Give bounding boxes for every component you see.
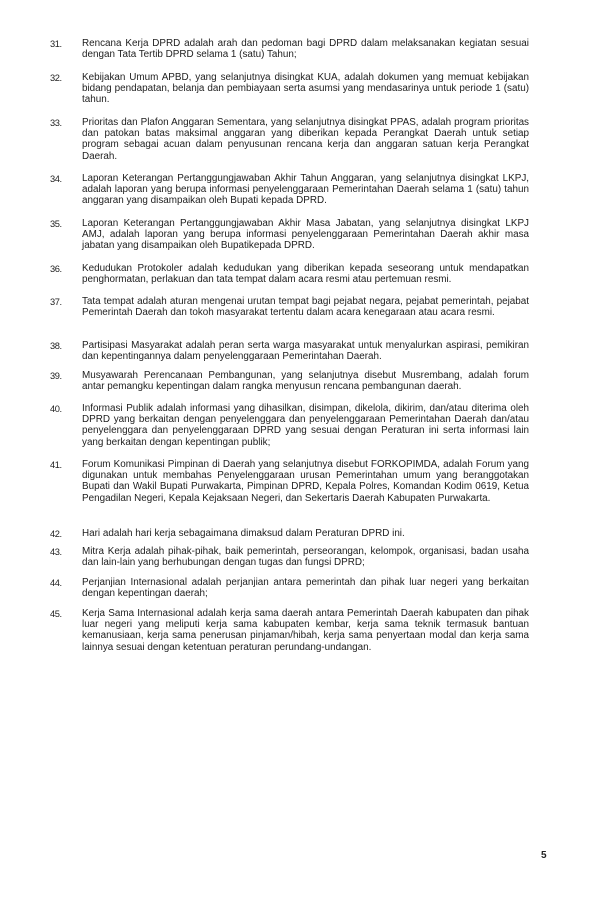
item-text: Laporan Keterangan Pertanggungjawaban Akhir Tahun Anggaran, yang selanjutnya disingkat LKPJ, adalah laporan yang berupa informasi penyelenggaraan Pemerintahan Daerah selama 1 (satu) tahun anggaran yang disampaikan oleh Bupati kepada DPRD. [82,173,529,207]
item-number: 35. [50,219,62,229]
item-number: 44. [50,578,62,588]
item-text: Musyawarah Perencanaan Pembangunan, yang selanjutnya disebut Musrembang, adalah forum antar pemangku kepentingan dalam rangka menyusun rencana pembangunan daerah. [82,370,529,393]
item-number: 37. [50,297,62,307]
item-text: Mitra Kerja adalah pihak-pihak, baik pemerintah, perseorangan, kelompok, organisasi, badan usaha dan lain-lain yang berhubungan dengan tugas dan fungsi DPRD; [82,546,529,569]
item-number: 38. [50,341,62,351]
item-text: Informasi Publik adalah informasi yang dihasilkan, disimpan, dikelola, dikirim, dan/atau diterima oleh DPRD yang berkaitan dengan penyelenggara dan penyelenggaraan Pemerintahan Daerah dan/atau penyelenggara dan penyelenggaraan DPRD yang sesuai dengan Peraturan ini serta informasi lain yang berkaitan dengan kepentingan publik; [82,403,529,448]
item-text: Kebijakan Umum APBD, yang selanjutnya disingkat KUA, adalah dokumen yang memuat kebijakan bidang pendapatan, belanja dan pembiayaan serta asumsi yang mendasarinya untuk periode 1 (satu) tahun. [82,72,529,106]
item-text: Perjanjian Internasional adalah perjanjian antara pemerintah dan pihak luar negeri yang berkaitan dengan kepentingan daerah; [82,577,529,600]
item-number: 32. [50,73,62,83]
item-text: Tata tempat adalah aturan mengenai urutan tempat bagi pejabat negara, pejabat pemerintah, pejabat Pemerintah Daerah dan tokoh masyarakat tertentu dalam acara kenegaraan atau acara resmi. [82,296,529,319]
item-number: 39. [50,371,62,381]
item-number: 41. [50,460,62,470]
item-text: Prioritas dan Plafon Anggaran Sementara, yang selanjutnya disingkat PPAS, adalah program prioritas dan patokan batas maksimal anggaran yang diberikan kepada Perangkat Daerah untuk setiap program sebagai acuan dalam penyusunan rencana kerja dan anggaran satuan kerja Perangkat Daerah. [82,117,529,162]
item-number: 42. [50,529,62,539]
item-text: Forum Komunikasi Pimpinan di Daerah yang selanjutnya disebut FORKOPIMDA, adalah Forum yang digunakan untuk membahas Penyelenggaraan urusan Pemerintahan umum yang beranggotakan Bupati dan Wakil Bupati Purwakarta, Pimpinan DPRD, Kepala Polres, Komandan Kodim 0619, Ketua Pengadilan Negeri, Kepala Kejaksaan Negeri, dan Sekertaris Daerah Kabupaten Purwakarta. [82,459,529,504]
item-number: 36. [50,264,62,274]
page-number: 5 [541,850,547,861]
item-number: 33. [50,118,62,128]
item-text: Hari adalah hari kerja sebagaimana dimaksud dalam Peraturan DPRD ini. [82,528,405,539]
item-text: Partisipasi Masyarakat adalah peran serta warga masyarakat untuk menyalurkan aspirasi, pemikiran dan kepentingannya dalam penyelenggaraan Pemerintahan Daerah. [82,340,529,363]
item-number: 34. [50,174,62,184]
item-text: Laporan Keterangan Pertanggungjawaban Akhir Masa Jabatan, yang selanjutnya disingkat LKPJ AMJ, adalah laporan yang berupa informasi penyelenggaraan Pemerintahan Daerah akhir masa jabatan yang disampaikan oleh Bupatikepada DPRD. [82,218,529,252]
item-text: Kerja Sama Internasional adalah kerja sama daerah antara Pemerintah Daerah kabupaten dan pihak luar negeri yang meliputi kerja sama kabupaten kembar, kerja sama teknik termasuk bantuan kemanusiaan, kerja sama penerusan pinjaman/hibah, kerja sama penyertaan modal dan kerja sama lainnya sesuai dengan ketentuan peraturan perundang-undangan. [82,608,529,653]
item-number: 45. [50,609,62,619]
item-number: 40. [50,404,62,414]
item-text: Rencana Kerja DPRD adalah arah dan pedoman bagi DPRD dalam melaksanakan kegiatan sesuai dengan Tata Tertib DPRD selama 1 (satu) Tahun; [82,38,529,61]
item-number: 31. [50,39,62,49]
item-number: 43. [50,547,62,557]
item-text: Kedudukan Protokoler adalah kedudukan yang diberikan kepada seseorang untuk mendapatkan penghormatan, perlakuan dan tata tempat dalam acara resmi atau pertemuan resmi. [82,263,529,286]
